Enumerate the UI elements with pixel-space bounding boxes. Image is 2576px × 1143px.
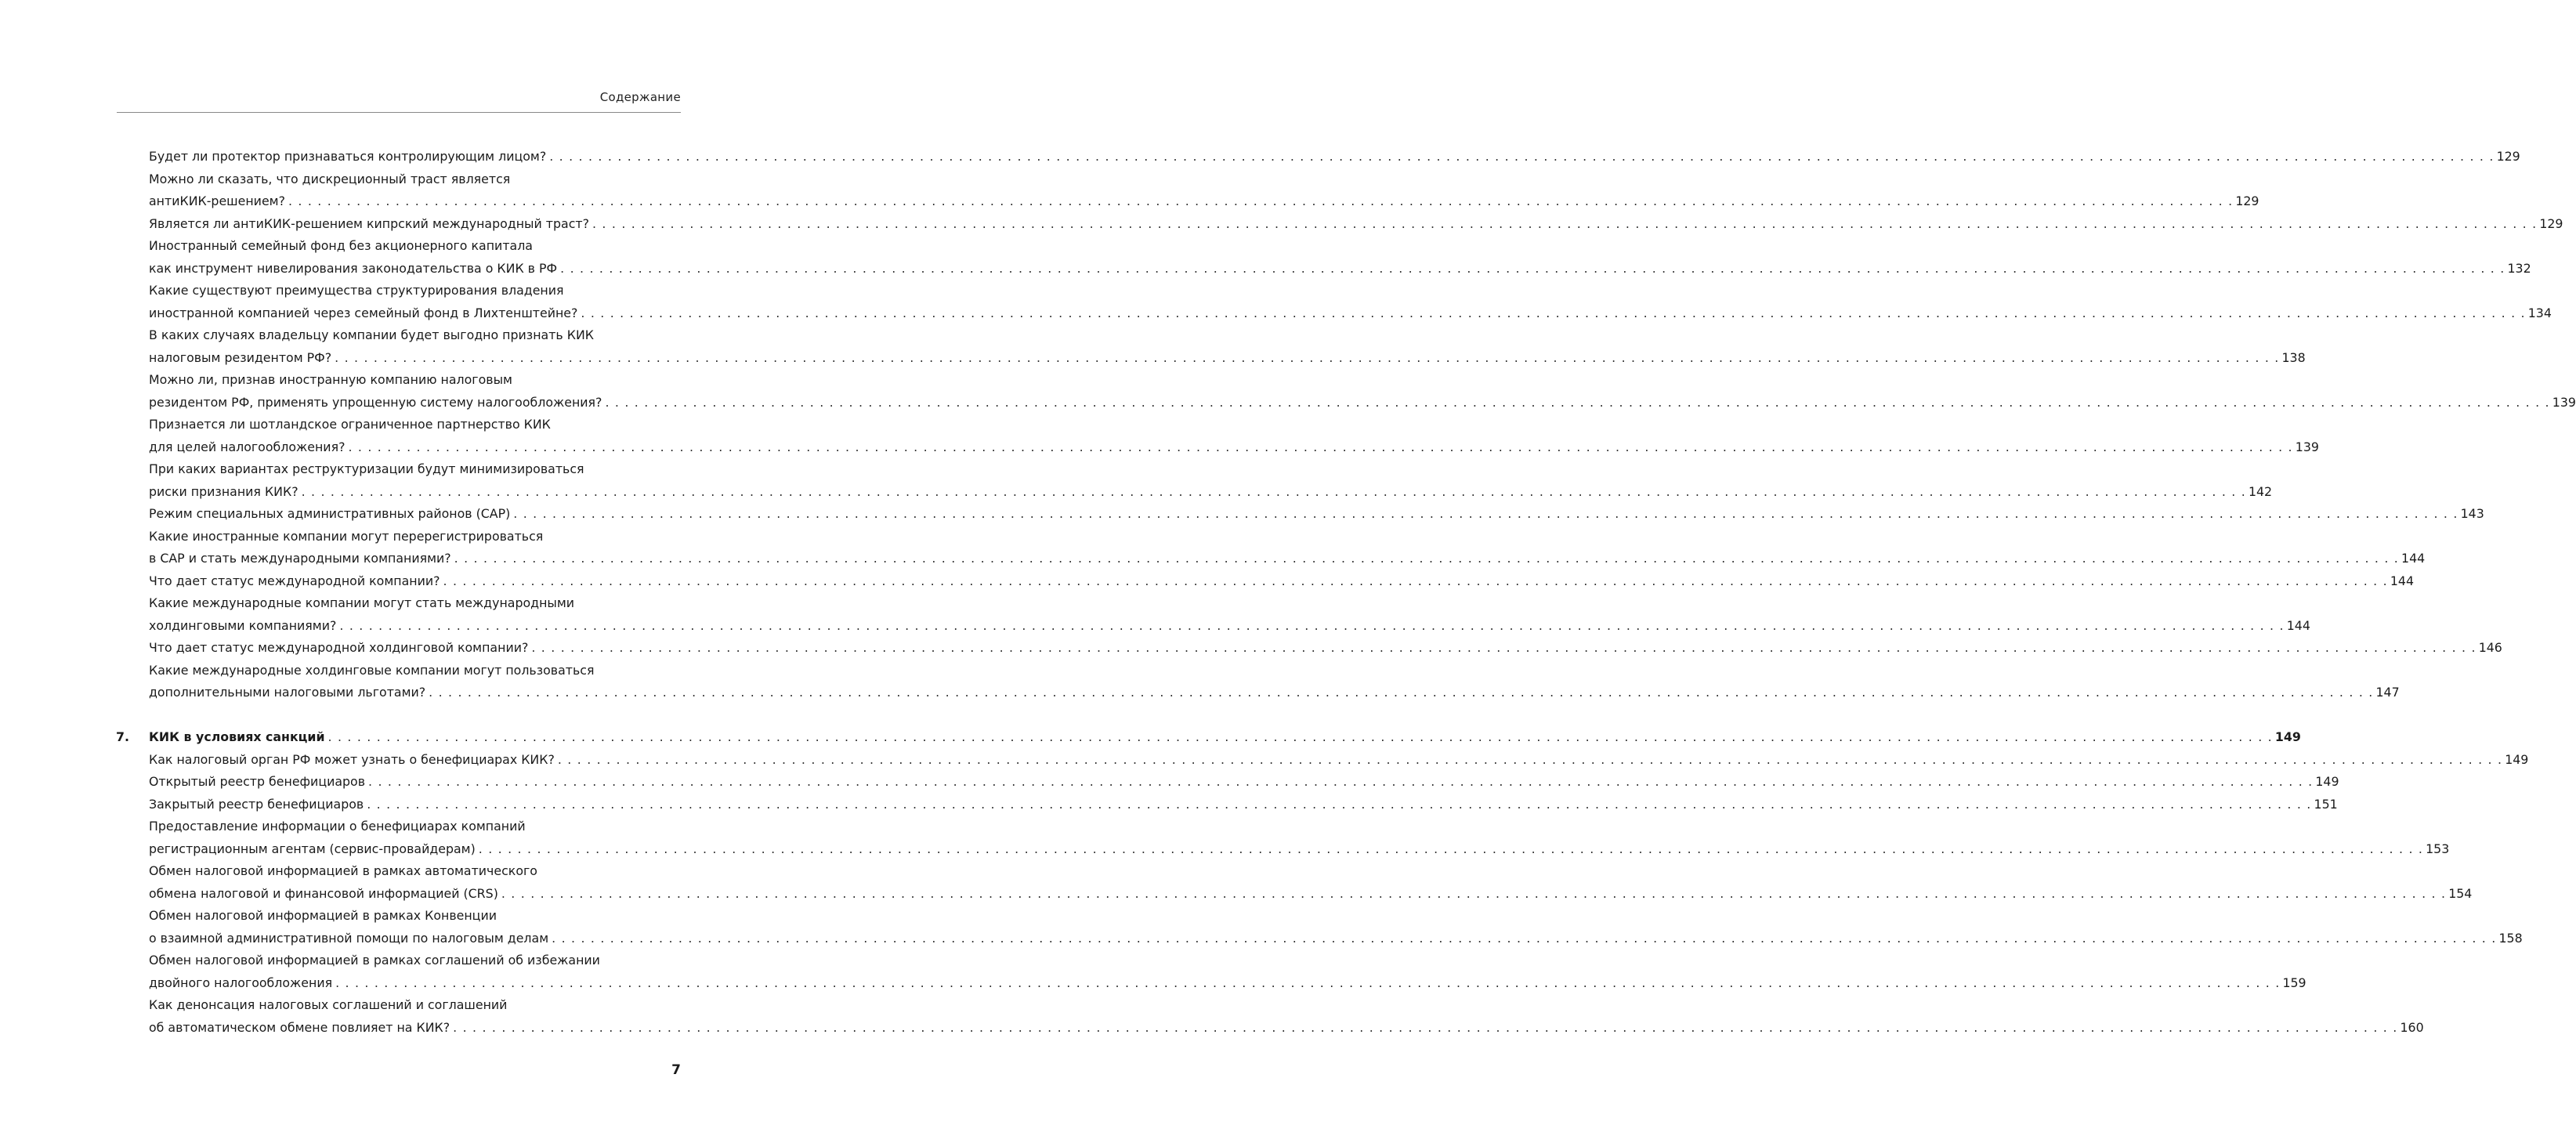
toc-entry-line (149, 213, 2563, 236)
toc-page-number: 160 (2400, 1019, 2424, 1035)
dot-leader: . . . . . . . . . . . . . . . . . . . . . . . . . . . . . . . . . . . . . . . . . . . . . . . . . . . . . . . . . . . . . . . . . . . . . . . . . . . . . . . . . . . . . . . . . . . . . . . . . . . . . . . . . . . . . . . . . . . . . . . . . . . . . . . . . . . . . . . . . . . . . . . . . . . . . . . . . . . . . . . . . . . . . . . . . . . . . . . . . . . . . . . . . . . . . . . . . . . . . . . . (335, 349, 2280, 365)
dot-leader: . . . . . . . . . . . . . . . . . . . . . . . . . . . . . . . . . . . . . . . . . . . . . . . . . . . . . . . . . . . . . . . . . . . . . . . . . . . . . . . . . . . . . . . . . . . . . . . . . . . . . . . . . . . . . . . . . . . . . . . . . . . . . . . . . . . . . . . . . . . . . . . . . . . . . . . . . . . . . . . . . . . . . . . . . . . . . . . . . . . . . . . . . . . . . . . . . . . . . . . . (560, 260, 2505, 276)
toc-entry-text: Можно ли, признав иностранную компанию налоговым (149, 372, 512, 387)
toc-entry-text: Обмен налоговой информацией в рамках автоматического (149, 863, 537, 878)
toc-page-number: 151 (2314, 796, 2338, 812)
toc-page-number: 146 (2478, 640, 2502, 655)
toc-entry-text: для целей налогообложения? (149, 439, 346, 454)
dot-leader: . . . . . . . . . . . . . . . . . . . . . . . . . . . . . . . . . . . . . . . . . . . . . . . . . . . . . . . . . . . . . . . . . . . . . . . . . . . . . . . . . . . . . . . . . . . . . . . . . . . . . . . . . . . . . . . . . . . . . . . . . . . . . . . . . . . . . . . . . . . . . . . . . . . . . . . . . . . . . . . . . . . . . . . . . . . . . . . . . . . . . . . . . . . . . . . . . . . . . . . . (367, 796, 2312, 812)
toc-entry-line (149, 302, 2552, 325)
dot-leader: . . . . . . . . . . . . . . . . . . . . . . . . . . . . . . . . . . . . . . . . . . . . . . . . . . . . . . . . . . . . . . . . . . . . . . . . . . . . . . . . . . . . . . . . . . . . . . . . . . . . . . . . . . . . . . . . . . . . . . . . . . . . . . . . . . . . . . . . . . . . . . . . . . . . . . . . . . . . . . . . . . . . . . . . . . . . . . . . . . . . . . . . . . . . . . . . . . . . . . . . (552, 930, 2497, 946)
toc-entry-line (149, 548, 2426, 570)
toc-entry-line (149, 570, 2415, 593)
dot-leader: . . . . . . . . . . . . . . . . . . . . . . . . . . . . . . . . . . . . . . . . . . . . . . . . . . . . . . . . . . . . . . . . . . . . . . . . . . . . . . . . . . . . . . . . . . . . . . . . . . . . . . . . . . . . . . . . . . . . . . . . . . . . . . . . . . . . . . . . . . . . . . . . . . . . . . . . . . . . . . . . . . . . . . . . . . . . . . . . . . . . . . . . . . . . . . . . . . . . . . . . (592, 215, 2538, 231)
toc-entry-line (149, 637, 2502, 660)
dot-leader: . . . . . . . . . . . . . . . . . . . . . . . . . . . . . . . . . . . . . . . . . . . . . . . . . . . . . . . . . . . . . . . . . . . . . . . . . . . . . . . . . . . . . . . . . . . . . . . . . . . . . . . . . . . . . . . . . . . . . . . . . . . . . . . . . . . . . . . . . . . . . . . . . . . . . . . . . . . . . . . . . . . . . . . . . . . . . . . . . . . . . . . . . . . . . . . . . . . . . . . . (327, 729, 2273, 744)
dot-leader: . . . . . . . . . . . . . . . . . . . . . . . . . . . . . . . . . . . . . . . . . . . . . . . . . . . . . . . . . . . . . . . . . . . . . . . . . . . . . . . . . . . . . . . . . . . . . . . . . . . . . . . . . . . . . . . . . . . . . . . . . . . . . . . . . . . . . . . . . . . . . . . . . . . . . . . . . . . . . . . . . . . . . . . . . . . . . . . . . . . . . . . . . . . . . . . . . . . . . . . . (288, 194, 2234, 208)
toc-page-number: 129 (2539, 215, 2563, 231)
toc-page-number: 129 (2496, 149, 2520, 164)
toc-page-number: 134 (2527, 305, 2552, 320)
dot-leader: . . . . . . . . . . . . . . . . . . . . . . . . . . . . . . . . . . . . . . . . . . . . . . . . . . . . . . . . . . . . . . . . . . . . . . . . . . . . . . . . . . . . . . . . . . . . . . . . . . . . . . . . . . . . . . . . . . . . . . . . . . . . . . . . . . . . . . . . . . . . . . . . . . . . . . . . . . . . . . . . . . . . . . . . . . . . . . . . . . . . . . . . . . . . . . . . . . . . . . . . (335, 975, 2281, 990)
toc-entry-text: Обмен налоговой информацией в рамках соглашений об избежании (149, 953, 600, 968)
toc-entry-text: Закрытый реестр бенефициаров (149, 796, 364, 812)
toc-entry-text: риски признания КИК? (149, 483, 298, 499)
toc-entry-text: налоговым резидентом РФ? (149, 349, 332, 365)
toc-entry-text: При каких вариантах реструктуризации будут минимизироваться (149, 461, 584, 476)
toc-entry-line (149, 190, 2259, 213)
toc-entry-text: об автоматическом обмене повлияет на КИК? (149, 1019, 450, 1035)
dot-leader: . . . . . . . . . . . . . . . . . . . . . . . . . . . . . . . . . . . . . . . . . . . . . . . . . . . . . . . . . . . . . . . . . . . . . . . . . . . . . . . . . . . . . . . . . . . . . . . . . . . . . . . . . . . . . . . . . . . . . . . . . . . . . . . . . . . . . . . . . . . . . . . . . . . . . . . . . . . . . . . . . . . . . . . . . . . . . . . . . . . . . . . . . . . . . . . . . . . . . . . . (368, 774, 2314, 789)
toc-entry-line (149, 1017, 2424, 1040)
toc-entry-text: о взаимной административной помощи по налоговым делам (149, 930, 549, 946)
table-of-contents (116, 146, 2576, 1039)
toc-entry-text: антиКИК-решением? (149, 194, 285, 208)
toc-entry-text: как инструмент нивелирования законодательства о КИК в РФ (149, 260, 558, 276)
toc-entry-line-continued (149, 660, 677, 682)
toc-entry-line-continued (149, 905, 677, 928)
toc-page-number: 149 (2505, 751, 2529, 767)
dot-leader: . . . . . . . . . . . . . . . . . . . . . . . . . . . . . . . . . . . . . . . . . . . . . . . . . . . . . . . . . . . . . . . . . . . . . . . . . . . . . . . . . . . . . . . . . . . . . . . . . . . . . . . . . . . . . . . . . . . . . . . . . . . . . . . . . . . . . . . . . . . . . . . . . . . . . . . . . . . . . . . . . . . . . . . . . . . . . . . . . . . . . . . . . . . . . . . . . . . . . . . . (549, 149, 2495, 164)
dot-leader: . . . . . . . . . . . . . . . . . . . . . . . . . . . . . . . . . . . . . . . . . . . . . . . . . . . . . . . . . . . . . . . . . . . . . . . . . . . . . . . . . . . . . . . . . . . . . . . . . . . . . . . . . . . . . . . . . . . . . . . . . . . . . . . . . . . . . . . . . . . . . . . . . . . . . . . . . . . . . . . . . . . . . . . . . . . . . . . . . . . . . . . . . . . . . . . . . . . . . . . . (513, 506, 2458, 521)
toc-page-number: 159 (2282, 975, 2306, 990)
dot-leader: . . . . . . . . . . . . . . . . . . . . . . . . . . . . . . . . . . . . . . . . . . . . . . . . . . . . . . . . . . . . . . . . . . . . . . . . . . . . . . . . . . . . . . . . . . . . . . . . . . . . . . . . . . . . . . . . . . . . . . . . . . . . . . . . . . . . . . . . . . . . . . . . . . . . . . . . . . . . . . . . . . . . . . . . . . . . . . . . . . . . . . . . . . . . . . . . . . . . . . . . (478, 841, 2424, 856)
toc-entry-text: Что дает статус международной компании? (149, 573, 440, 588)
toc-entry-text: в САР и стать международными компаниями? (149, 551, 451, 566)
toc-entry-line (149, 615, 2310, 638)
toc-page-number: 144 (2401, 551, 2426, 566)
dot-leader: . . . . . . . . . . . . . . . . . . . . . . . . . . . . . . . . . . . . . . . . . . . . . . . . . . . . . . . . . . . . . . . . . . . . . . . . . . . . . . . . . . . . . . . . . . . . . . . . . . . . . . . . . . . . . . . . . . . . . . . . . . . . . . . . . . . . . . . . . . . . . . . . . . . . . . . . . . . . . . . . . . . . . . . . . . . . . . . . . . . . . . . . . . . . . . . . . . . . . . . . (443, 573, 2388, 588)
toc-entry-text: регистрационным агентам (сервис-провайдерам) (149, 841, 476, 856)
toc-entry-line (149, 682, 2400, 704)
toc-entry-line-continued (149, 592, 677, 615)
toc-page-number: 147 (2375, 685, 2400, 700)
toc-entry-line (149, 481, 2273, 504)
dot-leader: . . . . . . . . . . . . . . . . . . . . . . . . . . . . . . . . . . . . . . . . . . . . . . . . . . . . . . . . . . . . . . . . . . . . . . . . . . . . . . . . . . . . . . . . . . . . . . . . . . . . . . . . . . . . . . . . . . . . . . . . . . . . . . . . . . . . . . . . . . . . . . . . . . . . . . . . . . . . . . . . . . . . . . . . . . . . . . . . . . . . . . . . . . . . . . . . . . . . . . . . (301, 483, 2246, 499)
toc-entry-text: Как налоговый орган РФ может узнать о бенефициарах КИК? (149, 751, 555, 767)
toc-entry-text: В каких случаях владельцу компании будет выгодно признать КИК (149, 327, 594, 342)
toc-entry-line-continued (149, 280, 677, 302)
chapter-title: КИК в условиях санкций (149, 729, 325, 744)
chapter-heading (116, 726, 2301, 749)
toc-entry-line-continued (149, 414, 677, 436)
toc-page-number: 138 (2281, 349, 2306, 365)
toc-entry-text: Режим специальных административных районов (САР) (149, 506, 511, 521)
dot-leader: . . . . . . . . . . . . . . . . . . . . . . . . . . . . . . . . . . . . . . . . . . . . . . . . . . . . . . . . . . . . . . . . . . . . . . . . . . . . . . . . . . . . . . . . . . . . . . . . . . . . . . . . . . . . . . . . . . . . . . . . . . . . . . . . . . . . . . . . . . . . . . . . . . . . . . . . . . . . . . . . . . . . . . . . . . . . . . . . . . . . . . . . . . . . . . . . . . . . . . . . (581, 305, 2526, 320)
toc-entry-line (149, 838, 2450, 861)
dot-leader: . . . . . . . . . . . . . . . . . . . . . . . . . . . . . . . . . . . . . . . . . . . . . . . . . . . . . . . . . . . . . . . . . . . . . . . . . . . . . . . . . . . . . . . . . . . . . . . . . . . . . . . . . . . . . . . . . . . . . . . . . . . . . . . . . . . . . . . . . . . . . . . . . . . . . . . . . . . . . . . . . . . . . . . . . . . . . . . . . . . . . . . . . . . . . . . . . . . . . . . . (453, 1019, 2398, 1035)
toc-entry-text: Иностранный семейный фонд без акционерного капитала (149, 238, 533, 253)
toc-entry-text: дополнительными налоговыми льготами? (149, 685, 426, 700)
toc-entry-line-continued (149, 324, 677, 347)
toc-page-number: 158 (2498, 930, 2523, 946)
toc-page-number: 139 (2552, 394, 2576, 410)
dot-leader: . . . . . . . . . . . . . . . . . . . . . . . . . . . . . . . . . . . . . . . . . . . . . . . . . . . . . . . . . . . . . . . . . . . . . . . . . . . . . . . . . . . . . . . . . . . . . . . . . . . . . . . . . . . . . . . . . . . . . . . . . . . . . . . . . . . . . . . . . . . . . . . . . . . . . . . . . . . . . . . . . . . . . . . . . . . . . . . . . . . . . . . . . . . . . . . . . . . . . . . . (348, 439, 2293, 454)
toc-entry-line-continued (149, 235, 677, 258)
toc-page-number: 154 (2448, 885, 2473, 901)
toc-entry-line (149, 436, 2319, 459)
toc-entry-text: двойного налогообложения (149, 975, 333, 990)
toc-page-number: 144 (2390, 573, 2415, 588)
toc-entry-text: резидентом РФ, применять упрощенную систему налогообложения? (149, 394, 602, 410)
toc-page-number: 153 (2426, 841, 2450, 856)
page-number: 7 (671, 1062, 681, 1078)
dot-leader: . . . . . . . . . . . . . . . . . . . . . . . . . . . . . . . . . . . . . . . . . . . . . . . . . . . . . . . . . . . . . . . . . . . . . . . . . . . . . . . . . . . . . . . . . . . . . . . . . . . . . . . . . . . . . . . . . . . . . . . . . . . . . . . . . . . . . . . . . . . . . . . . . . . . . . . . . . . . . . . . . . . . . . . . . . . . . . . . . . . . . . . . . . . . . . . . . . . . . . . . (531, 640, 2477, 655)
toc-entry-line (149, 771, 2339, 794)
dot-leader: . . . . . . . . . . . . . . . . . . . . . . . . . . . . . . . . . . . . . . . . . . . . . . . . . . . . . . . . . . . . . . . . . . . . . . . . . . . . . . . . . . . . . . . . . . . . . . . . . . . . . . . . . . . . . . . . . . . . . . . . . . . . . . . . . . . . . . . . . . . . . . . . . . . . . . . . . . . . . . . . . . . . . . . . . . . . . . . . . . . . . . . . . . . . . . . . . . . . . . . . (429, 685, 2374, 700)
toc-entry-line-continued (149, 994, 677, 1017)
toc-entry-line-continued (149, 526, 677, 548)
toc-page-number: 129 (2235, 194, 2259, 208)
toc-entry-text: Будет ли протектор признаваться контролирующим лицом? (149, 149, 547, 164)
toc-entry-line (149, 928, 2523, 950)
toc-entry-line (149, 503, 2484, 526)
toc-entry-line (149, 347, 2306, 370)
dot-leader: . . . . . . . . . . . . . . . . . . . . . . . . . . . . . . . . . . . . . . . . . . . . . . . . . . . . . . . . . . . . . . . . . . . . . . . . . . . . . . . . . . . . . . . . . . . . . . . . . . . . . . . . . . . . . . . . . . . . . . . . . . . . . . . . . . . . . . . . . . . . . . . . . . . . . . . . . . . . . . . . . . . . . . . . . . . . . . . . . . . . . . . . . . . . . . . . . . . . . . . . (557, 751, 2503, 767)
toc-entry-line-continued (149, 816, 677, 838)
toc-entry-text: Какие международные холдинговые компании могут пользоваться (149, 662, 595, 678)
dot-leader: . . . . . . . . . . . . . . . . . . . . . . . . . . . . . . . . . . . . . . . . . . . . . . . . . . . . . . . . . . . . . . . . . . . . . . . . . . . . . . . . . . . . . . . . . . . . . . . . . . . . . . . . . . . . . . . . . . . . . . . . . . . . . . . . . . . . . . . . . . . . . . . . . . . . . . . . . . . . . . . . . . . . . . . . . . . . . . . . . . . . . . . . . . . . . . . . . . . . . . . . (501, 885, 2447, 901)
toc-entry-line (149, 392, 2576, 414)
toc-entry-line (149, 258, 2531, 280)
toc-entry-text: Открытый реестр бенефициаров (149, 774, 366, 789)
toc-entry-line-continued (149, 369, 677, 392)
toc-page-number: 132 (2507, 260, 2531, 276)
toc-entry-text: обмена налоговой и финансовой информацией (CRS) (149, 885, 498, 901)
toc-page-number: 144 (2286, 617, 2310, 633)
dot-leader: . . . . . . . . . . . . . . . . . . . . . . . . . . . . . . . . . . . . . . . . . . . . . . . . . . . . . . . . . . . . . . . . . . . . . . . . . . . . . . . . . . . . . . . . . . . . . . . . . . . . . . . . . . . . . . . . . . . . . . . . . . . . . . . . . . . . . . . . . . . . . . . . . . . . . . . . . . . . . . . . . . . . . . . . . . . . . . . . . . . . . . . . . . . . . . . . . . . . . . . . (339, 617, 2285, 633)
toc-entry-line-continued (149, 949, 677, 972)
toc-entry-line (149, 883, 2473, 906)
toc-entry-line (149, 749, 2529, 772)
toc-entry-text: Как денонсация налоговых соглашений и соглашений (149, 997, 508, 1012)
toc-page-number: 143 (2460, 506, 2484, 521)
chapter-number: 7. (116, 729, 129, 744)
toc-entry-line-continued (149, 860, 677, 883)
toc-entry-text: Признается ли шотландское ограниченное партнерство КИК (149, 417, 551, 432)
chapter-page-number: 149 (2274, 729, 2301, 744)
toc-entry-line (149, 146, 2520, 168)
toc-entry-text: Что дает статус международной холдинговой компании? (149, 640, 529, 655)
toc-page-number: 139 (2295, 439, 2319, 454)
section-gap (149, 704, 677, 727)
toc-entry-text: Обмен налоговой информацией в рамках Конвенции (149, 908, 497, 923)
toc-entry-text: Какие существуют преимущества структурирования владения (149, 283, 564, 298)
toc-entry-line-continued (149, 458, 677, 481)
toc-entry-line (149, 972, 2306, 995)
toc-entry-text: иностранной компанией через семейный фонд в Лихтенштейне? (149, 305, 578, 320)
dot-leader: . . . . . . . . . . . . . . . . . . . . . . . . . . . . . . . . . . . . . . . . . . . . . . . . . . . . . . . . . . . . . . . . . . . . . . . . . . . . . . . . . . . . . . . . . . . . . . . . . . . . . . . . . . . . . . . . . . . . . . . . . . . . . . . . . . . . . . . . . . . . . . . . . . . . . . . . . . . . . . . . . . . . . . . . . . . . . . . . . . . . . . . . . . . . . . . . . . . . . . . . (605, 394, 2550, 410)
toc-entry-text: Можно ли сказать, что дискреционный траст является (149, 171, 511, 186)
toc-entry-text: Является ли антиКИК-решением кипрский международный траст? (149, 215, 589, 231)
toc-page-number: 149 (2315, 774, 2339, 789)
page-header-title: Содержание (599, 90, 681, 104)
toc-entry-text: Предоставление информации о бенефициарах компаний (149, 819, 526, 834)
dot-leader: . . . . . . . . . . . . . . . . . . . . . . . . . . . . . . . . . . . . . . . . . . . . . . . . . . . . . . . . . . . . . . . . . . . . . . . . . . . . . . . . . . . . . . . . . . . . . . . . . . . . . . . . . . . . . . . . . . . . . . . . . . . . . . . . . . . . . . . . . . . . . . . . . . . . . . . . . . . . . . . . . . . . . . . . . . . . . . . . . . . . . . . . . . . . . . . . . . . . . . . . (454, 551, 2400, 566)
header-rule (117, 112, 681, 113)
toc-page-number: 142 (2248, 483, 2273, 499)
toc-entry-line-continued (149, 168, 677, 191)
toc-entry-line (149, 794, 2338, 816)
toc-entry-text: Какие иностранные компании могут перерегистрироваться (149, 528, 544, 544)
toc-entry-text: Какие международные компании могут стать международными (149, 595, 575, 610)
toc-entry-text: холдинговыми компаниями? (149, 617, 337, 633)
